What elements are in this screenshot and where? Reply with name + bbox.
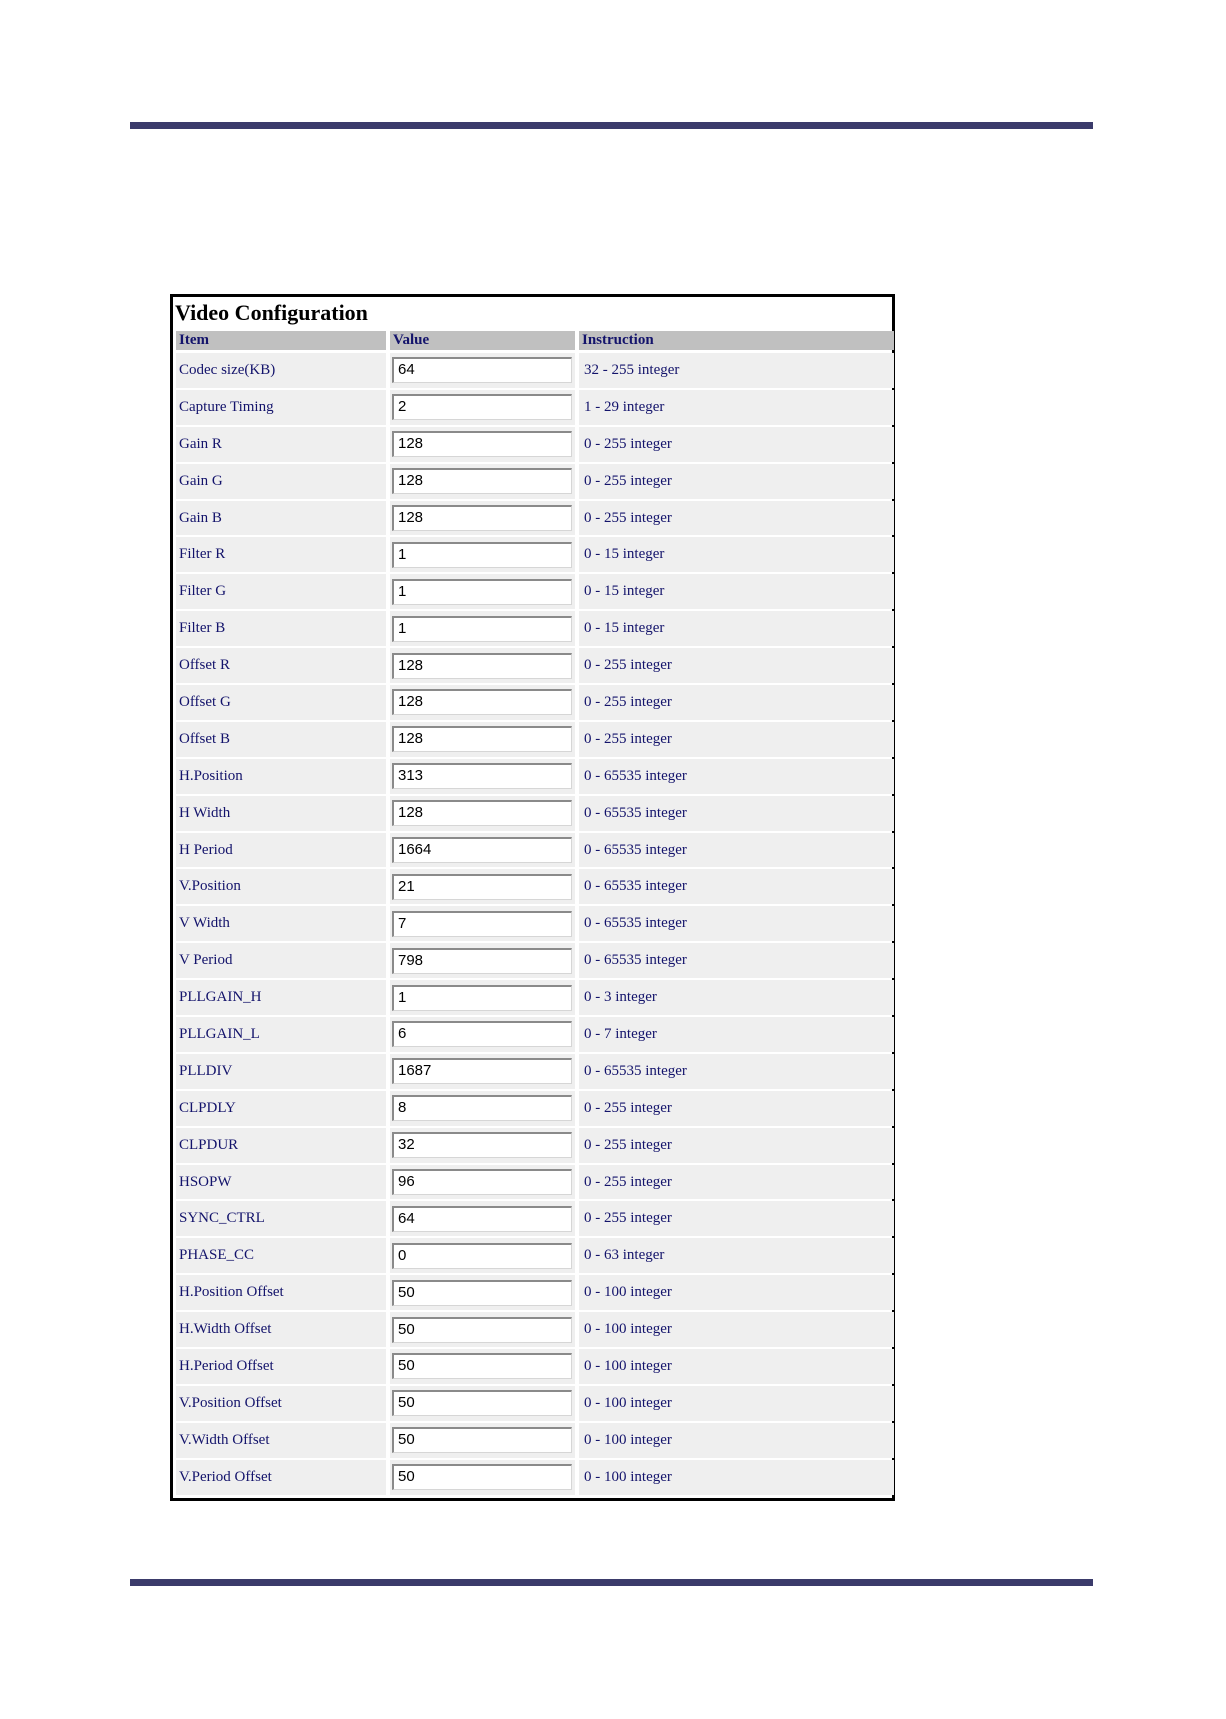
row-value-input[interactable]: 128 — [392, 653, 572, 679]
table-row — [176, 1201, 894, 1236]
row-item-label: Offset G — [176, 685, 386, 720]
row-item-label: Capture Timing — [176, 390, 386, 425]
table-row — [176, 1165, 894, 1200]
row-value-cell — [390, 611, 575, 646]
row-value-input[interactable]: 8 — [392, 1095, 572, 1121]
row-instruction: 0 - 100 integer — [579, 1423, 894, 1458]
panel-title: Video Configuration — [175, 300, 368, 325]
row-item-label: PHASE_CC — [176, 1238, 386, 1273]
row-instruction: 0 - 65535 integer — [579, 943, 894, 978]
row-value-cell — [390, 574, 575, 609]
table-body — [176, 353, 894, 1495]
row-item-label: V Period — [176, 943, 386, 978]
row-instruction: 0 - 65535 integer — [579, 759, 894, 794]
row-value-cell — [390, 648, 575, 683]
row-value-input[interactable]: 128 — [392, 689, 572, 715]
row-value-cell — [390, 1128, 575, 1163]
row-value-cell — [390, 1423, 575, 1458]
row-value-input[interactable]: 128 — [392, 726, 572, 752]
row-instruction: 0 - 15 integer — [579, 574, 894, 609]
row-instruction: 0 - 15 integer — [579, 611, 894, 646]
row-value-input[interactable]: 1687 — [392, 1058, 572, 1084]
table-row — [176, 390, 894, 425]
row-instruction: 1 - 29 integer — [579, 390, 894, 425]
table-row — [176, 1128, 894, 1163]
row-value-cell — [390, 980, 575, 1015]
row-value-cell — [390, 869, 575, 904]
row-value-input[interactable]: 6 — [392, 1021, 572, 1047]
row-value-input[interactable]: 1 — [392, 579, 572, 605]
row-item-label: PLLGAIN_L — [176, 1017, 386, 1052]
row-value-cell — [390, 1312, 575, 1347]
row-value-input[interactable]: 32 — [392, 1132, 572, 1158]
row-instruction: 0 - 3 integer — [579, 980, 894, 1015]
row-instruction: 32 - 255 integer — [579, 353, 894, 388]
row-value-input[interactable]: 64 — [392, 357, 572, 383]
row-instruction: 0 - 100 integer — [579, 1386, 894, 1421]
row-value-cell — [390, 833, 575, 868]
row-value-cell — [390, 685, 575, 720]
row-item-label: CLPDLY — [176, 1091, 386, 1126]
row-instruction: 0 - 255 integer — [579, 648, 894, 683]
row-value-cell — [390, 1349, 575, 1384]
row-value-input[interactable]: 798 — [392, 948, 572, 974]
row-value-input[interactable]: 50 — [392, 1427, 572, 1453]
row-value-input[interactable]: 128 — [392, 468, 572, 494]
row-value-input[interactable]: 7 — [392, 911, 572, 937]
table-row — [176, 1054, 894, 1089]
row-instruction: 0 - 65535 integer — [579, 796, 894, 831]
row-instruction: 0 - 255 integer — [579, 1091, 894, 1126]
row-value-cell — [390, 1091, 575, 1126]
row-value-cell — [390, 464, 575, 499]
table-row — [176, 943, 894, 978]
row-value-cell — [390, 1017, 575, 1052]
config-table — [176, 331, 894, 1497]
table-row — [176, 353, 894, 388]
row-value-cell — [390, 353, 575, 388]
table-row — [176, 685, 894, 720]
row-instruction: 0 - 100 integer — [579, 1312, 894, 1347]
table-row — [176, 611, 894, 646]
table-row — [176, 1312, 894, 1347]
row-value-input[interactable]: 1 — [392, 542, 572, 568]
header-value: Value — [390, 331, 575, 350]
row-instruction: 0 - 255 integer — [579, 501, 894, 536]
table-row — [176, 648, 894, 683]
row-instruction: 0 - 255 integer — [579, 464, 894, 499]
row-item-label: H.Position Offset — [176, 1275, 386, 1310]
row-value-cell — [390, 722, 575, 757]
row-item-label: Gain B — [176, 501, 386, 536]
row-item-label: H Width — [176, 796, 386, 831]
row-value-cell — [390, 1201, 575, 1236]
row-instruction: 0 - 255 integer — [579, 685, 894, 720]
table-header-row — [176, 331, 894, 350]
table-row — [176, 537, 894, 572]
row-instruction: 0 - 7 integer — [579, 1017, 894, 1052]
table-row — [176, 1238, 894, 1273]
row-item-label: V Width — [176, 906, 386, 941]
row-instruction: 0 - 100 integer — [579, 1275, 894, 1310]
page-footer-rule — [130, 1579, 1093, 1586]
row-value-cell — [390, 759, 575, 794]
row-value-cell — [390, 1460, 575, 1495]
table-row — [176, 1349, 894, 1384]
table-row — [176, 501, 894, 536]
row-item-label: Filter G — [176, 574, 386, 609]
row-value-input[interactable]: 21 — [392, 874, 572, 900]
table-row — [176, 796, 894, 831]
row-item-label: H.Period Offset — [176, 1349, 386, 1384]
page-header-rule — [130, 122, 1093, 129]
table-row — [176, 722, 894, 757]
row-value-cell — [390, 390, 575, 425]
row-value-input[interactable]: 1 — [392, 985, 572, 1011]
table-row — [176, 1091, 894, 1126]
row-item-label: Codec size(KB) — [176, 353, 386, 388]
table-row — [176, 1017, 894, 1052]
table-row — [176, 833, 894, 868]
row-value-input[interactable]: 50 — [392, 1317, 572, 1343]
row-value-input[interactable]: 1664 — [392, 837, 572, 863]
row-value-cell — [390, 943, 575, 978]
row-instruction: 0 - 255 integer — [579, 722, 894, 757]
row-item-label: V.Width Offset — [176, 1423, 386, 1458]
table-row — [176, 427, 894, 462]
row-value-input[interactable]: 50 — [392, 1464, 572, 1490]
row-value-input[interactable]: 1 — [392, 616, 572, 642]
row-value-cell — [390, 796, 575, 831]
row-item-label: Offset R — [176, 648, 386, 683]
table-row — [176, 980, 894, 1015]
table-row — [176, 759, 894, 794]
row-value-input[interactable]: 313 — [392, 763, 572, 789]
row-instruction: 0 - 100 integer — [579, 1460, 894, 1495]
row-value-input[interactable]: 50 — [392, 1390, 572, 1416]
row-instruction: 0 - 65535 integer — [579, 869, 894, 904]
row-item-label: V.Position — [176, 869, 386, 904]
row-value-input[interactable]: 64 — [392, 1206, 572, 1232]
row-item-label: HSOPW — [176, 1165, 386, 1200]
row-value-cell — [390, 537, 575, 572]
table-row — [176, 464, 894, 499]
row-item-label: V.Period Offset — [176, 1460, 386, 1495]
video-configuration-screenshot — [170, 294, 895, 1501]
row-item-label: SYNC_CTRL — [176, 1201, 386, 1236]
row-item-label: H Period — [176, 833, 386, 868]
row-item-label: PLLDIV — [176, 1054, 386, 1089]
header-item: Item — [176, 331, 386, 350]
table-row — [176, 1460, 894, 1495]
row-instruction: 0 - 255 integer — [579, 427, 894, 462]
row-instruction: 0 - 65535 integer — [579, 1054, 894, 1089]
table-row — [176, 906, 894, 941]
row-item-label: H.Position — [176, 759, 386, 794]
row-value-input[interactable]: 128 — [392, 431, 572, 457]
row-value-input[interactable]: 0 — [392, 1243, 572, 1269]
row-item-label: H.Width Offset — [176, 1312, 386, 1347]
row-item-label: Filter R — [176, 537, 386, 572]
row-item-label: V.Position Offset — [176, 1386, 386, 1421]
row-value-input[interactable]: 2 — [392, 394, 572, 420]
table-row — [176, 1275, 894, 1310]
header-instruction: Instruction — [579, 331, 894, 350]
table-row — [176, 1423, 894, 1458]
row-item-label: Offset B — [176, 722, 386, 757]
row-value-cell — [390, 1386, 575, 1421]
row-value-input[interactable]: 50 — [392, 1280, 572, 1306]
row-value-cell — [390, 1165, 575, 1200]
row-item-label: Gain G — [176, 464, 386, 499]
row-value-input[interactable]: 50 — [392, 1353, 572, 1379]
row-instruction: 0 - 255 integer — [579, 1201, 894, 1236]
row-value-cell — [390, 1275, 575, 1310]
row-value-input[interactable]: 96 — [392, 1169, 572, 1195]
row-value-cell — [390, 427, 575, 462]
row-value-input[interactable]: 128 — [392, 505, 572, 531]
row-instruction: 0 - 15 integer — [579, 537, 894, 572]
table-row — [176, 869, 894, 904]
row-value-cell — [390, 1054, 575, 1089]
row-value-cell — [390, 501, 575, 536]
row-instruction: 0 - 255 integer — [579, 1165, 894, 1200]
row-item-label: CLPDUR — [176, 1128, 386, 1163]
row-instruction: 0 - 65535 integer — [579, 833, 894, 868]
row-instruction: 0 - 255 integer — [579, 1128, 894, 1163]
row-item-label: Filter B — [176, 611, 386, 646]
row-value-cell — [390, 1238, 575, 1273]
row-item-label: PLLGAIN_H — [176, 980, 386, 1015]
row-item-label: Gain R — [176, 427, 386, 462]
row-instruction: 0 - 100 integer — [579, 1349, 894, 1384]
table-row — [176, 574, 894, 609]
row-instruction: 0 - 65535 integer — [579, 906, 894, 941]
row-instruction: 0 - 63 integer — [579, 1238, 894, 1273]
row-value-input[interactable]: 128 — [392, 800, 572, 826]
row-value-cell — [390, 906, 575, 941]
table-row — [176, 1386, 894, 1421]
